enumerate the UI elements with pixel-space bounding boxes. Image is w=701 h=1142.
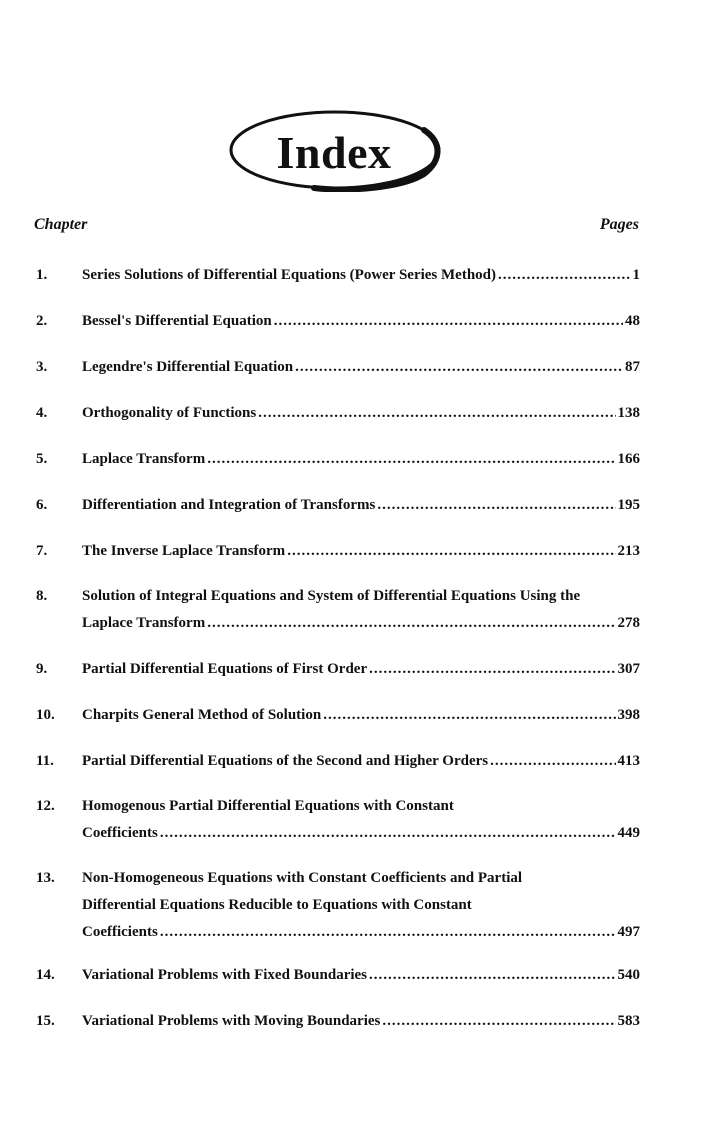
page-number: 1	[632, 267, 640, 283]
chapter-title-line: Homogenous Partial Differential Equations with Constant	[82, 798, 454, 814]
chapter-number: 11.	[36, 753, 54, 769]
dot-leader	[295, 354, 623, 381]
page-number: 278	[617, 615, 640, 631]
chapter-title: Legendre's Differential Equation	[82, 359, 294, 375]
dot-leader	[258, 400, 615, 427]
page-number: 398	[617, 707, 640, 723]
chapter-column-header: Chapter	[34, 216, 88, 233]
dot-leader	[287, 538, 615, 565]
pages-column-header: Pages	[599, 216, 639, 233]
dot-leader	[369, 656, 615, 683]
chapter-title: Laplace Transform	[82, 615, 206, 631]
page-number: 138	[617, 405, 640, 421]
page-number: 48	[625, 313, 640, 329]
chapter-number: 14.	[36, 967, 55, 983]
dot-leader	[369, 962, 615, 989]
dot-leader	[382, 1008, 615, 1035]
chapter-title-line: Non-Homogeneous Equations with Constant Coefficients and Partial	[82, 870, 523, 886]
dot-leader	[377, 492, 615, 519]
chapter-title-line: Solution of Integral Equations and System of Differential Equations Using the	[82, 588, 581, 604]
chapter-title: The Inverse Laplace Transform	[82, 543, 286, 559]
chapter-title-line: Differential Equations Reducible to Equations with Constant	[82, 897, 472, 913]
chapter-number: 2.	[36, 313, 48, 329]
page-number: 497	[617, 924, 640, 940]
dot-leader	[498, 262, 630, 289]
chapter-number: 12.	[36, 798, 55, 814]
chapter-title: Charpits General Method of Solution	[82, 707, 322, 723]
chapter-number: 5.	[36, 451, 48, 467]
chapter-title: Orthogonality of Functions	[82, 405, 257, 421]
page-number: 195	[617, 497, 640, 513]
chapter-title: Differentiation and Integration of Transforms	[82, 497, 376, 513]
chapter-title: Variational Problems with Fixed Boundaries	[82, 967, 368, 983]
chapter-title: Coefficients	[82, 825, 158, 841]
chapter-number: 8.	[36, 588, 48, 604]
chapter-number: 9.	[36, 661, 48, 677]
dot-leader	[490, 748, 615, 775]
chapter-number: 6.	[36, 497, 48, 513]
chapter-title: Partial Differential Equations of First Order	[82, 661, 368, 677]
chapter-number: 4.	[36, 405, 48, 421]
dot-leader	[323, 702, 615, 729]
dot-leader	[207, 610, 615, 637]
page-number: 413	[617, 753, 640, 769]
page-number: 583	[617, 1013, 640, 1029]
page-number: 87	[625, 359, 640, 375]
page-number: 540	[617, 967, 640, 983]
dot-leader	[160, 820, 616, 847]
index-title-badge	[228, 108, 444, 192]
chapter-title: Coefficients	[82, 924, 158, 940]
chapter-title: Partial Differential Equations of the Second and Higher Orders	[82, 753, 489, 769]
page-number: 213	[617, 543, 640, 559]
dot-leader	[160, 919, 616, 946]
page-title: Index	[276, 126, 392, 178]
chapter-number: 10.	[36, 707, 55, 723]
page-number: 307	[617, 661, 640, 677]
chapter-number: 15.	[36, 1013, 55, 1029]
chapter-title: Bessel's Differential Equation	[82, 313, 272, 329]
chapter-number: 3.	[36, 359, 48, 375]
chapter-title: Variational Problems with Moving Boundaries	[82, 1013, 381, 1029]
chapter-title: Laplace Transform	[82, 451, 206, 467]
chapter-number: 1.	[36, 267, 48, 283]
page-number: 449	[617, 825, 640, 841]
chapter-number: 7.	[36, 543, 48, 559]
dot-leader	[274, 308, 623, 335]
chapter-title: Series Solutions of Differential Equations (Power Series Method)	[82, 267, 497, 283]
chapter-number: 13.	[36, 870, 55, 886]
dot-leader	[207, 446, 615, 473]
page-number: 166	[617, 451, 640, 467]
